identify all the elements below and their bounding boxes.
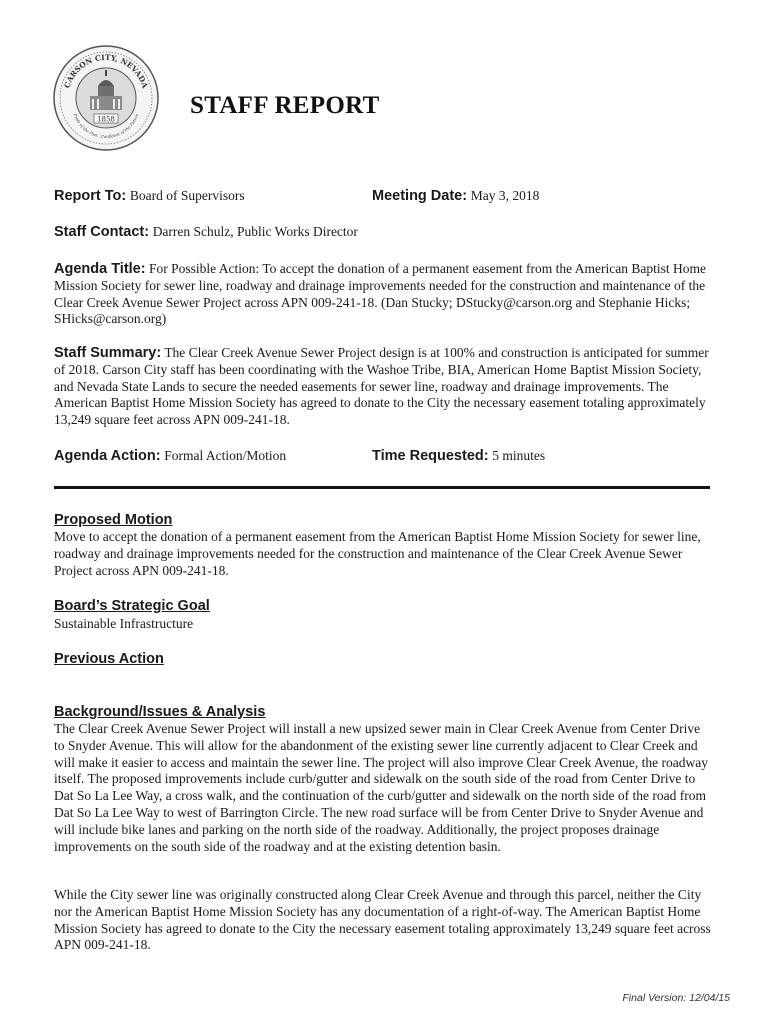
report-to-label: Report To: <box>54 188 127 204</box>
meeting-date-value: May 3, 2018 <box>470 188 540 203</box>
meeting-date-label: Meeting Date: <box>372 188 468 204</box>
proposed-motion-text: Move to accept the donation of a permanent easement from the American Baptist Home Mission Society for sewer line, roadway and drainage improvements needed for the construction and maintenance of the Clear Creek Avenue Sewer Project across APN 009-241-18. <box>54 529 701 578</box>
staff-contact-label: Staff Contact: <box>54 224 150 240</box>
page-title: STAFF REPORT <box>190 92 380 119</box>
staff-summary-label: Staff Summary: <box>54 345 162 361</box>
time-requested-label: Time Requested: <box>372 448 489 464</box>
meeting-date-row <box>372 188 539 204</box>
background-paragraph-1: The Clear Creek Avenue Sewer Project will install a new upsized sewer main in Clear Creek Avenue from Center Drive to Snyder Avenue. This will allow for the abandonment of the existing sewer line currently adjacent to Clear Creek and will make it easier to access and maintain the sewer line. The project will also improve Clear Creek Avenue, the roadway itself. The proposed improvements include curb/gutter and sidewalk on the south side of the road from Center Drive to Dat So La Lee Way, a cross walk, and the continuation of the curb/gutter and sidewalk on the north side of the road from Dat So La Lee Way to west of Barrington Circle. The new road surface will be from Center Drive to Snyder Avenue and will include bike lanes and parking on the north side of the roadway. Additionally, the project proposes drainage improvements on the south side of the roadway and at the existing detention basin. <box>54 721 709 854</box>
carson-city-seal <box>52 44 160 152</box>
time-requested-value: 5 minutes <box>492 448 546 463</box>
proposed-motion-heading: Proposed Motion <box>54 512 173 528</box>
report-to-value: Board of Supervisors <box>129 188 245 203</box>
seal-motto-text: Pride of the Past...Confident of the Future <box>72 112 140 140</box>
staff-contact-row <box>54 224 358 240</box>
seal-year: 1858 <box>97 115 115 124</box>
agenda-title-value: For Possible Action: To accept the donation of a permanent easement from the American Baptist Home Mission Society for sewer line, roadway and drainage improvements needed for the construction and maintenance of the Clear Creek Avenue Sewer Project across APN 009-241-18. (Dan Stucky; DStucky@carson.org and Stephanie Hicks; SHicks@carson.org) <box>54 261 706 327</box>
agenda-title-label: Agenda Title: <box>54 261 146 277</box>
agenda-action-value: Formal Action/Motion <box>164 448 287 463</box>
report-to-row <box>54 188 245 204</box>
strategic-goal-text: Sustainable Infrastructure <box>54 616 194 631</box>
time-requested-row <box>372 448 545 464</box>
seal-city-text: CARSON CITY, NEVADA <box>62 52 150 90</box>
footer-version: Final Version: 12/04/15 <box>622 992 730 1004</box>
agenda-title-block <box>54 261 714 328</box>
staff-summary-value: The Clear Creek Avenue Sewer Project design is at 100% and construction is anticipated for summer of 2018. Carson City staff has been coordinating with the Washoe Tribe, BIA, American Home Baptist Mission Society, and Nevada State Lands to secure the needed easements for sewer line, roadway and drainage improvements. The American Baptist Home Mission Society has agreed to donate to the City the necessary easement totaling approximately 13,249 square feet across APN 009-241-18. <box>54 345 709 428</box>
staff-summary-block <box>54 345 714 429</box>
section-divider <box>54 486 710 489</box>
strategic-goal-heading: Board’s Strategic Goal <box>54 598 210 614</box>
staff-contact-value: Darren Schulz, Public Works Director <box>152 224 358 239</box>
background-paragraph-2: While the City sewer line was originally constructed along Clear Creek Avenue and through this parcel, neither the City nor the American Baptist Home Mission Society has any documentation of a right-of-way. The American Baptist Home Mission Society has agreed to donate to the City the necessary easement totaling approximately 13,249 square feet across APN 009-241-18. <box>54 887 711 953</box>
agenda-action-row <box>54 448 286 464</box>
agenda-action-label: Agenda Action: <box>54 448 161 464</box>
previous-action-heading: Previous Action <box>54 651 164 667</box>
background-heading: Background/Issues & Analysis <box>54 704 266 720</box>
